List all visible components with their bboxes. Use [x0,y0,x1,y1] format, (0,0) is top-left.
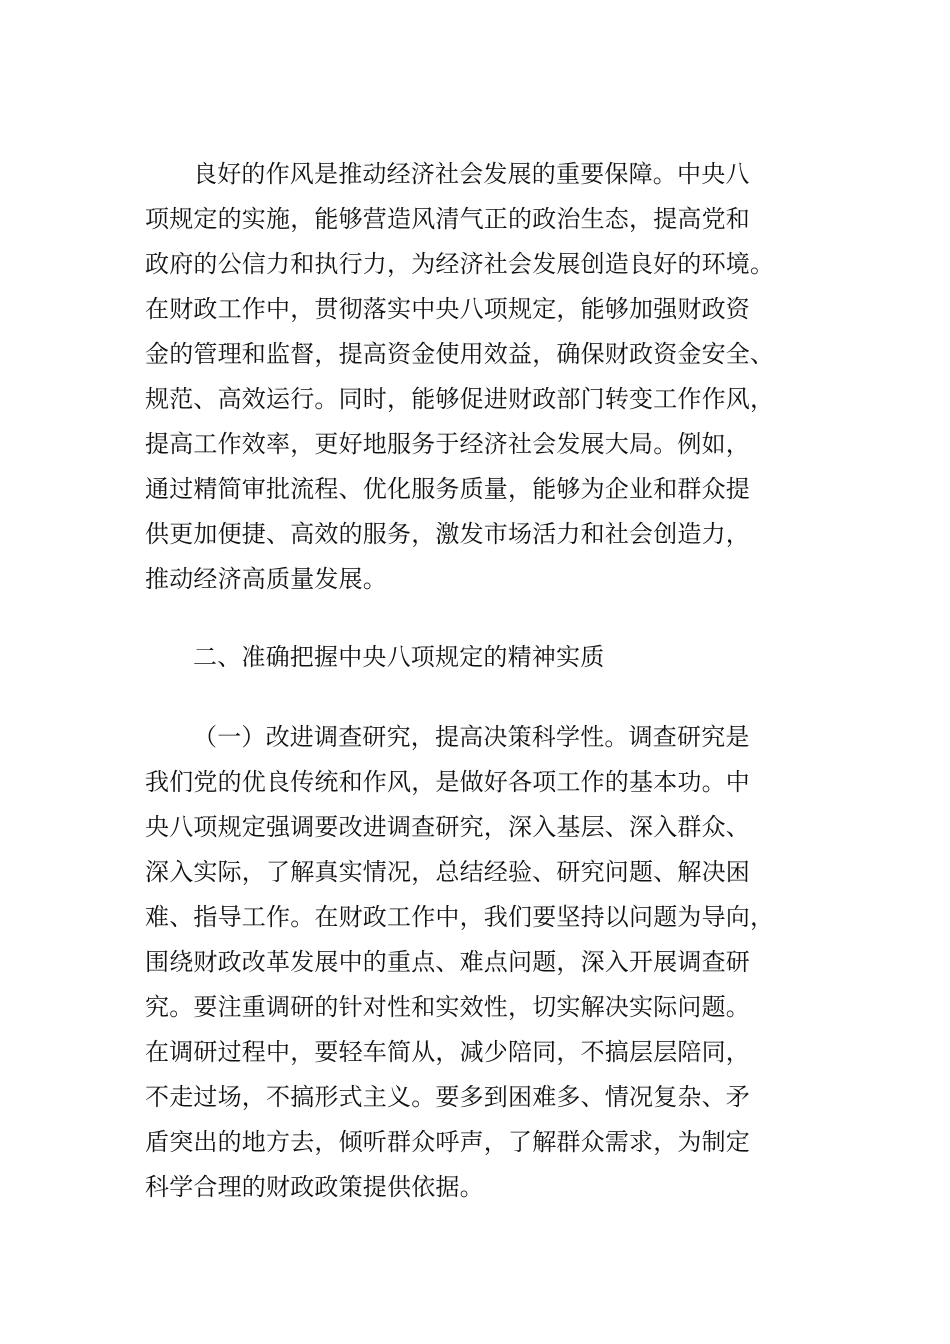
text-line: 金的管理和监督，提高资金使用效益，确保财政资金安全、 [145,340,775,368]
text-line: 围绕财政改革发展中的重点、难点问题，深入开展调查研 [145,948,750,976]
text-line: 政府的公信力和执行力，为经济社会发展创造良好的环境。 [145,250,775,278]
text-line: 规范、高效运行。同时，能够促进财政部门转变工作作风， [145,385,775,413]
text-line: 究。要注重调研的针对性和实效性，切实解决实际问题。 [145,993,750,1021]
text-line: 项规定的实施，能够营造风清气正的政治生态，提高党和 [145,205,750,233]
text-line: 提高工作效率，更好地服务于经济社会发展大局。例如， [145,430,750,458]
text-line: 在财政工作中，贯彻落实中央八项规定，能够加强财政资 [145,295,750,323]
text-line: 央八项规定强调要改进调查研究，深入基层、深入群众、 [145,813,750,841]
text-line: 通过精简审批流程、优化服务质量，能够为企业和群众提 [145,475,750,503]
text-line: 深入实际，了解真实情况，总结经验、研究问题、解决困 [145,858,750,886]
section-heading [145,635,825,680]
text-line: （一）改进调查研究，提高决策科学性。调查研究是 [193,723,750,751]
paragraph-investigation-research [145,715,825,1210]
text-line: 难、指导工作。在财政工作中，我们要坚持以问题为导向， [145,903,775,931]
section-heading-text: 二、准确把握中央八项规定的精神实质 [193,643,605,671]
paragraph-work-style [145,152,825,602]
text-line: 供更加便捷、高效的服务，激发市场活力和社会创造力， [145,520,750,548]
text-line: 盾突出的地方去，倾听群众呼声，了解群众需求，为制定 [145,1128,750,1156]
text-line: 推动经济高质量发展。 [145,565,387,593]
text-line: 科学合理的财政政策提供依据。 [145,1173,484,1201]
text-line: 在调研过程中，要轻车简从，减少陪同，不搞层层陪同， [145,1038,750,1066]
text-line: 良好的作风是推动经济社会发展的重要保障。中央八 [193,160,750,188]
text-line: 我们党的优良传统和作风，是做好各项工作的基本功。中 [145,768,750,796]
text-line: 不走过场，不搞形式主义。要多到困难多、情况复杂、矛 [145,1083,750,1111]
